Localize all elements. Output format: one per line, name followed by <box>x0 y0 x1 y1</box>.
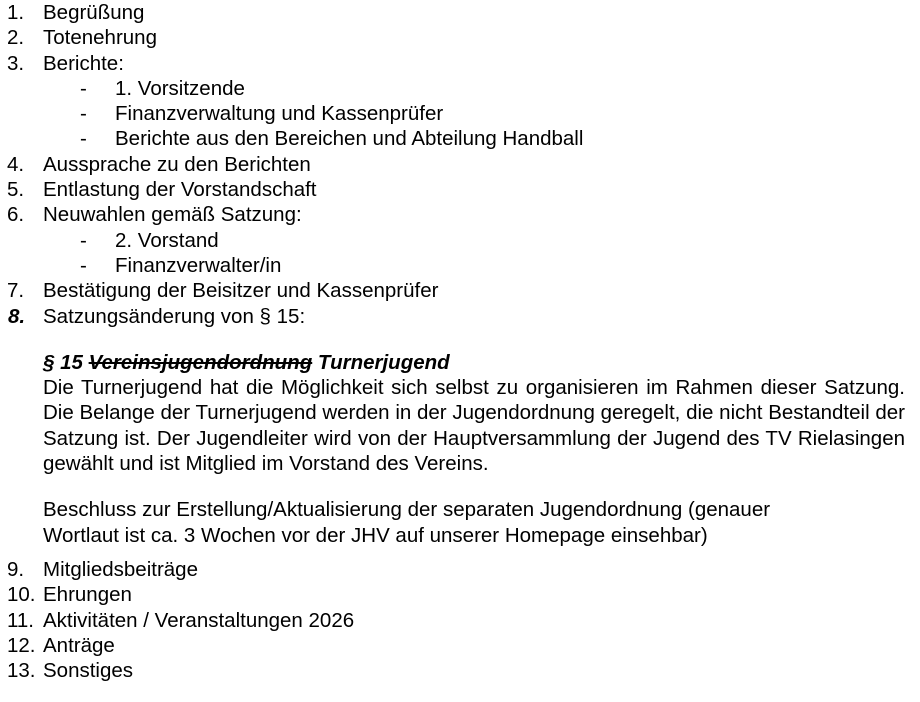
agenda-item <box>0 51 920 76</box>
agenda-item <box>0 25 920 50</box>
item-label: Begrüßung <box>43 1 145 24</box>
heading-new-text: Turnerjugend <box>317 350 450 374</box>
item-number: 6. <box>7 203 25 227</box>
dash-bullet: - <box>80 76 87 100</box>
agenda-item <box>0 152 920 177</box>
section-paragraph: Die Turnerjugend hat die Möglichkeit sich selbst zu organisieren im Rahmen dieser Satzung. Die Belange der Turnerjugend werden in der Jugendordnung geregelt, die nicht Bestandteil der Satzung ist. Der Jugendleiter wird von der Hauptversammlung der Jugend des TV Rielasingen gewählt und ist Mitglied im Vorstand des Vereins. <box>43 376 905 476</box>
agenda-item <box>0 278 920 303</box>
spacer <box>0 476 920 497</box>
item-label: Ehrungen <box>43 583 132 607</box>
item-label: Aktivitäten / Veranstaltungen 2026 <box>43 608 355 632</box>
dash-bullet: - <box>80 228 87 252</box>
item-label: Bestätigung der Beisitzer und Kassenprüfer <box>43 279 439 303</box>
item-label: Satzungsänderung von § 15: <box>43 304 306 328</box>
item-number: 4. <box>7 152 25 176</box>
item-label: Berichte: <box>43 51 124 75</box>
sub-item-label: 2. Vorstand <box>115 228 219 252</box>
sub-item <box>0 101 920 126</box>
agenda-item <box>0 633 920 658</box>
section-heading <box>43 350 920 375</box>
item-number: 10. <box>7 583 36 607</box>
item-label: Aussprache zu den Berichten <box>43 152 311 176</box>
sub-item <box>0 76 920 101</box>
dash-bullet: - <box>80 102 87 126</box>
item-label: Neuwahlen gemäß Satzung: <box>43 203 302 227</box>
heading-struck-text: Vereinsjugendordnung <box>88 350 313 374</box>
item-number: 7. <box>7 279 25 303</box>
sub-item <box>0 228 920 253</box>
item-number: 8. <box>8 304 26 328</box>
agenda-item <box>0 658 920 683</box>
sub-item-label: 1. Vorsitzende <box>115 76 245 100</box>
item-number: 12. <box>7 633 36 657</box>
item-number: 11. <box>7 608 34 632</box>
dash-bullet: - <box>80 127 87 151</box>
agenda-item <box>0 0 920 25</box>
sub-item-label: Finanzverwalter/in <box>115 253 282 277</box>
agenda-item <box>0 582 920 607</box>
item-number: 2. <box>7 26 25 50</box>
item-number: 1. <box>7 1 25 24</box>
resolution-line: Wortlaut ist ca. 3 Wochen vor der JHV auf unserer Homepage einsehbar) <box>43 523 708 547</box>
sub-item-label: Berichte aus den Bereichen und Abteilung Handball <box>115 127 584 151</box>
spacer <box>0 548 920 557</box>
heading-prefix: § 15 <box>43 350 83 374</box>
resolution-line: Beschluss zur Erstellung/Aktualisierung der separaten Jugendordnung (genauer <box>43 498 771 522</box>
item-number: 5. <box>7 178 25 202</box>
item-number: 13. <box>7 659 36 683</box>
item-label: Totenehrung <box>43 26 157 50</box>
agenda-item <box>0 557 920 582</box>
resolution-text <box>43 497 905 548</box>
agenda-item <box>0 177 920 202</box>
item-label: Mitgliedsbeiträge <box>43 557 198 581</box>
spacer <box>0 329 920 350</box>
item-label: Sonstiges <box>43 659 134 683</box>
sub-item <box>0 253 920 278</box>
agenda-item <box>0 608 920 633</box>
agenda-item <box>0 304 920 329</box>
sub-item-label: Finanzverwaltung und Kassenprüfer <box>115 102 444 126</box>
agenda-item <box>0 202 920 227</box>
item-label: Anträge <box>43 633 115 657</box>
sub-item <box>0 126 920 151</box>
item-label: Entlastung der Vorstandschaft <box>43 178 317 202</box>
item-number: 9. <box>7 557 25 581</box>
dash-bullet: - <box>80 253 87 277</box>
item-number: 3. <box>7 51 25 75</box>
